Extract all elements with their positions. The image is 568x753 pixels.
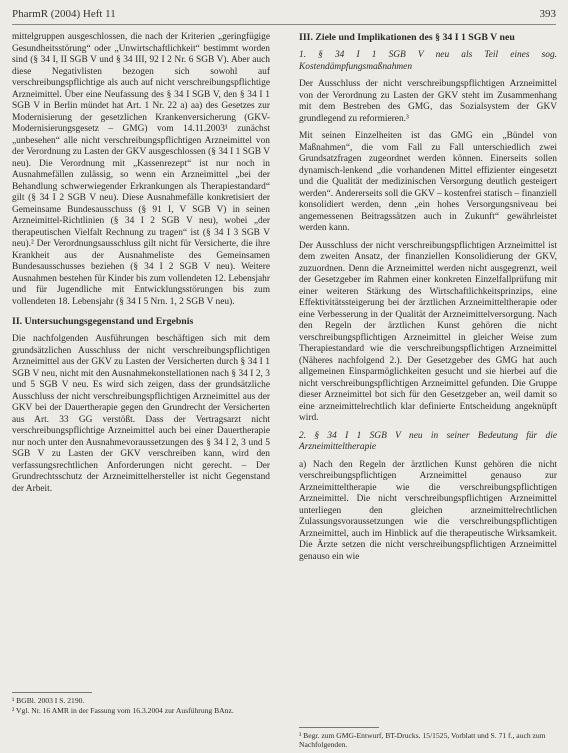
right-column <box>299 32 557 569</box>
footnote: ¹ BGBl. 2003 I S. 2190. <box>12 696 85 705</box>
paragraph: Der Ausschluss der nicht verschreibungspflichtigen Arzneimittel von der Verordnung zu Lasten der GKV steht im Zusammenhang mit dem Bestreben des GMG, das Sozialsystem der GKV grundlegend zu reformieren.³ <box>299 79 557 124</box>
footnote: ² Vgl. Nr. 16 AMR in der Fassung vom 16.3.2004 zur Ausführung BAnz. <box>12 706 234 715</box>
left-column <box>12 32 270 501</box>
page-number: 393 <box>539 8 556 20</box>
footnote: ³ Begr. zum GMG-Entwurf, BT-Drucks. 15/1525, Vorblatt und S. 71 f., auch zum Nachfolgenden. <box>299 731 546 749</box>
paragraph: mittelgruppen ausgeschlossen, die nach der Kriterien „geringfügige Gesundheitsstörung“ oder „Unwirtschaftlichkeit“ bestimmt worden sind (§ 34 I, II SGB V und § 34 III, 92 I 2 Nr. 6 SGB V). Aber auch diese Negativlisten bezogen sich sowohl auf verschreibungspflichtige als auch auf nicht verschreibungspflichtige Arzneimittel. Über eine Neufassung des § 34 I SGB V, den § 34 I 1 SGB V in Berlin mündet hat Art. 1 Nr. 22 a) aa) des Gesetzes zur Modernisierung der gesetzlichen Krankenversicherung (GKV-Modernisierungsgesetz – GMG) vom 14.11.2003¹ zunächst „unbesehen“ alle nicht verschreibungspflichtigen Arzneimittel von der Verordnung zu Lasten der GKV ausgeschlossen (§ 34 I 1 SGB V neu). Die Verordnung mit „Kassenrezept“ ist nur noch in Ausnahmefällen zulässig, so wenn ein Arzneimittel „bei der Behandlung schwerwiegender Erkrankungen als Therapiestandard“ gilt (§ 34 I 2 SGB V neu). Diese Ausnahmefälle konkretisiert der Gemeinsame Bundesausschuss (§ 91 I, V SGB V) in seinen Arzneimittel-Richtlinien (§ 34 I 2 SGB V neu), wobei „der therapeutischen Vielfalt Rechnung zu tragen“ ist (§ 34 I 3 SGB V neu).² Der Verordnungsausschluss gilt nicht für Versicherte, die ihre Krankheit aus der Ausnahmeliste des Gemeinsamen Bundesausschusses beziehen (§ 34 I 2 SGB V neu). Weitere Ausnahmen bestehen für Kinder bis zum vollendeten 12. Lebensjahr und für Jugendliche mit Entwicklungsstörungen bis zum vollendeten 18. Lebensjahr (§ 34 I 5 Nrn. 1, 2 SGB V neu). <box>12 32 270 307</box>
paragraph: Der Ausschluss der nicht verschreibungspflichtigen Arzneimittel ist dem zweiten Ansatz, der finanziellen Konsolidierung der GKV, zuzuordnen. Denn die Arzneimittel werden nicht ausgegrenzt, weil der Gesetzgeber im Rahmen einer konkreten Einzelfallprüfung mit einer weiteren Stärkung des Wirtschaftlichkeitsprinzips, eine Effektivitätssteigerung bei der ärztlichen Arzneimitteltherapie oder eine Verbesserung in der Qualität der Arzneimittelversorgung. Nach den Regeln der ärztlichen Kunst gehören die nicht verschreibungspflichtigen Arzneimittel in gleicher Weise zum Therapiestandard wie die verschreibungspflichtigen Arzneimittel (Näheres nachfolgend 2.). Der Gesetzgeber des GMG hat auch allgemeinen Einsparmöglichkeiten gesucht und sie hierbei auf die nicht verschreibungspflichtigen Arzneimittel gefunden. Die Gruppe dieser Arzneimittel bot sich für den Gesetzgeber an, weil damit so eine arzneimittelrechtlich klar definierte Entscheidung angeknüpft wird. <box>299 240 557 423</box>
paragraph: a) Nach den Regeln der ärztlichen Kunst gehören die nicht verschreibungspflichtigen Arzneimittel genauso zur Arzneimitteltherapie wie die verschreibungspflichtigen Arzneimittel. Die nicht verschreibungspflichtigen Arzneimittel unterliegen den gleichen arzneimittelrechtlichen Zulassungsvoraussetzungen wie die verschreibungspflichtigen Arzneimittel, auch im Hinblick auf die therapeutische Wirksamkeit. Die Ärzte setzen die nicht verschreibungspflichtigen Arzneimittel genauso ein wie <box>299 459 557 562</box>
footnote-separator <box>12 692 92 693</box>
footnote-separator <box>299 727 379 728</box>
paragraph: Mit seinen Einzelheiten ist das GMG ein „Bündel von Maßnahmen“, die vom Fall zu Fall unterschiedlich zwei Grundsatzfragen zugeordnet werden können. Einerseits sollen dynamisch-lenkend „die vorhandenen Mittel effizienter eingesetzt und die Qualität der medizinischen Versorgung deutlich gesteigert werden“. Andererseits soll die GKV – kostenfrei statisch – finanziell konsolidiert werden, denn „ein hohes Versorgungsniveau bei angemessenen Beitragssätzen auch in Zukunft“ gewährleistet werden kann. <box>299 131 557 233</box>
section-heading: II. Untersuchungsgegenstand und Ergebnis <box>12 316 194 327</box>
journal-title: PharmR (2004) Heft 11 <box>12 8 116 20</box>
footnotes-right <box>299 727 557 750</box>
header-rule <box>12 24 556 25</box>
section-heading: III. Ziele und Implikationen des § 34 I 1 SGB V neu <box>299 32 515 43</box>
subsection-heading: 1. § 34 I 1 SGB V neu als Teil eines sog. Kostendämpfungsmaßnahmen <box>299 50 557 72</box>
paragraph: Die nachfolgenden Ausführungen beschäftigen sich mit dem grundsätzlichen Ausschluss der nicht verschreibungspflichtigen Arzneimittel aus der GKV zu Lasten der Versicherten durch § 34 I 1 SGB V neu, nicht mit den Ausnahmekonstellationen nach § 34 I 2, 3 und 5 SGB V neu. Es wird sich zeigen, dass der grundsätzliche Ausschluss der nicht verschreibungspflichtigen Arzneimittel aus der GKV bei der Dauertherapie gegen den Grundrecht der Versicherten aus Art. 33 GG verstößt. Dass der Vertragsarzt nicht verschreibungspflichtige Arzneimittel auch bei einer Dauertherapie nur noch unter den Ausnahmevoraussetzungen des § 34 I 2, 3 und 5 SGB V zu Lasten der GKV verschreiben kann, wird den verfassungsrechtlichen Anforderungen nicht gerecht. – Der Grundrechtsschutz der Arzneimittelhersteller ist nicht Gegenstand der Arbeit. <box>12 334 270 494</box>
subsection-heading: 2. § 34 I 1 SGB V neu in seiner Bedeutung für die Arzneimitteltherapie <box>299 430 557 452</box>
footnotes-left <box>12 692 270 716</box>
page-header <box>12 8 556 22</box>
